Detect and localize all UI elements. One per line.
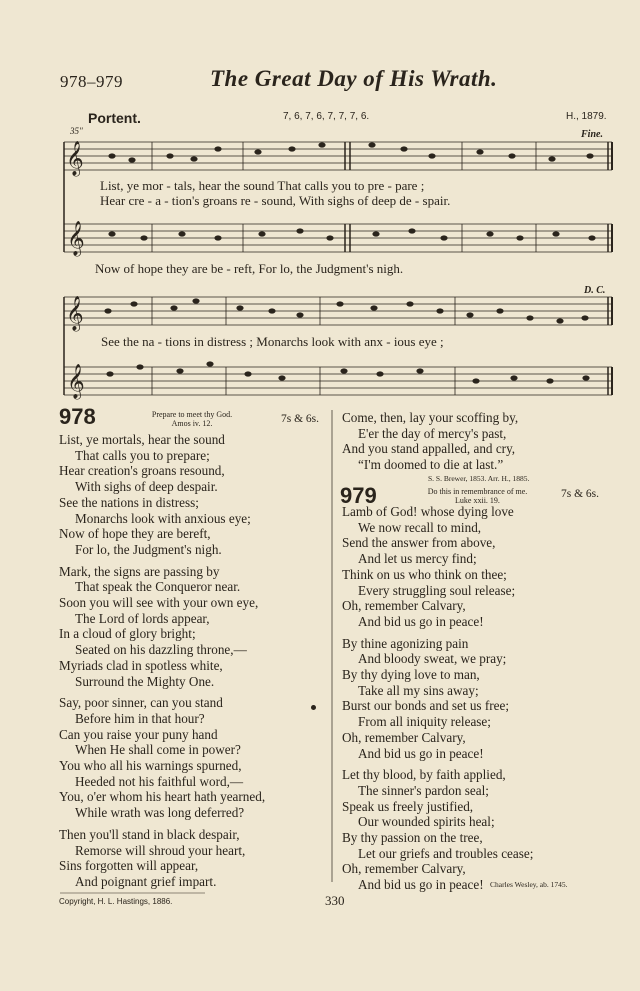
verse-line: Come, then, lay your scoffing by, [342,410,519,425]
copyright-notice: Copyright, H. L. Hastings, 1886. [59,897,173,906]
clefs [66,141,85,400]
verse-line: And let us mercy find; [358,551,477,567]
treble-clef-icon: 𝄞 [67,221,85,256]
verse-line: Say, poor sinner, can you stand [59,695,223,711]
verse-line: And poignant grief impart. [75,873,217,889]
tempo-mark: 35" [70,126,83,136]
verse-line: And bid us go in peace! [358,745,484,761]
dc-mark: D. C. [584,285,606,296]
verse-line: You who all his warnings spurned, [59,758,242,774]
hymn-978-continuation [342,410,518,473]
verse-line: Think on us who think on thee; [342,566,507,582]
verse-line: Take all my sins away; [358,682,479,698]
treble-clef-icon: 𝄞 [66,296,84,331]
verse-line: When He shall come in power? [75,742,241,758]
verse-line: Oh, remember Calvary, [342,861,466,877]
verse-line: Monarchs look with anxious eye; [75,510,251,526]
page-range: 978–979 [60,72,123,91]
verse-line: We now recall to mind, [358,519,482,535]
verse-line: Send the answer from above, [342,535,496,551]
treble-clef-icon: 𝄞 [67,364,85,399]
hymn-978-meter: 7s & 6s. [281,413,320,425]
tune-name: Portent. [88,110,141,126]
page-title: The Great Day of His Wrath. [210,66,498,91]
hymn-978-reference [132,410,252,428]
verse-line: Lamb of God! whose dying love [342,504,514,519]
verse-line: And you stand appalled, and cry, [342,441,516,457]
tune-source: H., 1879. [566,111,607,122]
ink-dot [311,705,316,710]
hymn-number-979: 979 [340,483,377,508]
verse-line: And bloody sweat, we pray; [358,651,507,667]
verse-line: Every struggling soul release; [358,582,516,598]
staff-treble-2 [64,297,612,325]
verse-line: See the nations in distress; [59,494,199,510]
verse-line: Oh, remember Calvary, [342,598,466,614]
reference-text: Prepare to meet thy God. [151,410,233,419]
verse-line: E'er the day of mercy's past, [358,425,507,441]
verse-line: Then you'll stand in black despair, [59,826,240,842]
verse-line: By thy passion on the tree, [342,830,483,846]
verse-line: Surround the Mighty One. [75,673,215,689]
verse-line: While wrath was long deferred? [75,805,245,821]
music-lyric-line-2: Hear cre - a - tion's groans re - sound, With sighs of deep de - spair. [100,193,451,208]
verse-line: That speak the Conqueror near. [75,579,241,595]
verse-line: Myriads clad in spotless white, [59,657,223,673]
verse-line: Hear creation's groans resound, [59,463,225,479]
page-number: 330 [325,893,345,908]
tune-meter: 7, 6, 7, 6, 7, 7, 7, 6. [283,111,370,122]
hymn-978-verses [59,432,265,890]
verse-line: Before him in that hour? [75,710,205,726]
treble-clef-icon: 𝄞 [66,141,84,176]
verse-line: You, o'er whom his heart hath yearned, [59,789,266,805]
music-lyric-line-3: Now of hope they are be - reft, For lo, the Judgment's nigh. [95,261,404,276]
verse-line: By thine agonizing pain [342,635,469,651]
verse-line: In a cloud of glory bright; [59,626,196,642]
verse-line: Speak us freely justified, [342,798,474,814]
verse-line: Mark, the signs are passing by [59,563,220,579]
verse-line: The Lord of lords appear, [75,610,210,626]
verse-line: And bid us go in peace! [358,613,484,629]
music-lyric-line-1: List, ye mor - tals, hear the sound That calls you to pre - pare ; [100,178,425,193]
verse-line: Let thy blood, by faith applied, [342,767,506,783]
hymn-number-978: 978 [59,404,96,429]
verse-line: Let our griefs and troubles cease; [358,845,534,861]
verse-line: Sins forgotten will appear, [59,858,199,874]
hymn-979-attribution: Charles Wesley, ab. 1745. [490,880,568,889]
verse-line: That calls you to prepare; [75,447,210,463]
verse-line: Heeded not his faithful word,— [75,773,244,789]
verse-line: Remorse will shroud your heart, [75,842,246,858]
reference-citation: Amos iv. 12. [171,419,213,428]
hymn-979-verses [342,504,533,893]
verse-line: Our wounded spirits heal; [358,814,495,830]
verse-line: Seated on his dazzling throne,— [75,642,247,658]
hymn-979-meter: 7s & 6s. [561,488,600,500]
music-lyric-line-4: See the na - tions in distress ; Monarchs look with anx - ious eye ; [101,334,444,349]
hymn-978-attribution: S. S. Brewer, 1853. Arr. H., 1885. [428,474,530,483]
reference-text: Do this in remembrance of me. [427,487,528,496]
verse-line: List, ye mortals, hear the sound [59,432,225,447]
verse-line: Now of hope they are bereft, [59,526,211,542]
verse-line: And bid us go in peace! [358,877,484,893]
staff-bass-2 [64,367,612,395]
verse-line: Soon you will see with your own eye, [59,595,259,611]
verse-line: From all iniquity release; [358,714,491,730]
hymn-979-reference [400,487,555,505]
verse-line: The sinner's pardon seal; [358,782,489,798]
fine-mark: Fine. [581,129,603,140]
verse-line: By thy dying love to man, [342,667,480,683]
verse-line: Oh, remember Calvary, [342,729,466,745]
reference-citation: Luke xxii. 19. [455,496,500,505]
verse-line: With sighs of deep despair. [75,479,218,495]
verse-line: Burst our bonds and set us free; [342,698,510,714]
verse-line: For lo, the Judgment's nigh. [75,541,222,557]
staff-treble-1 [64,142,612,170]
verse-line: Can you raise your puny hand [59,726,218,742]
verse-line: “I'm doomed to die at last.” [358,457,504,473]
